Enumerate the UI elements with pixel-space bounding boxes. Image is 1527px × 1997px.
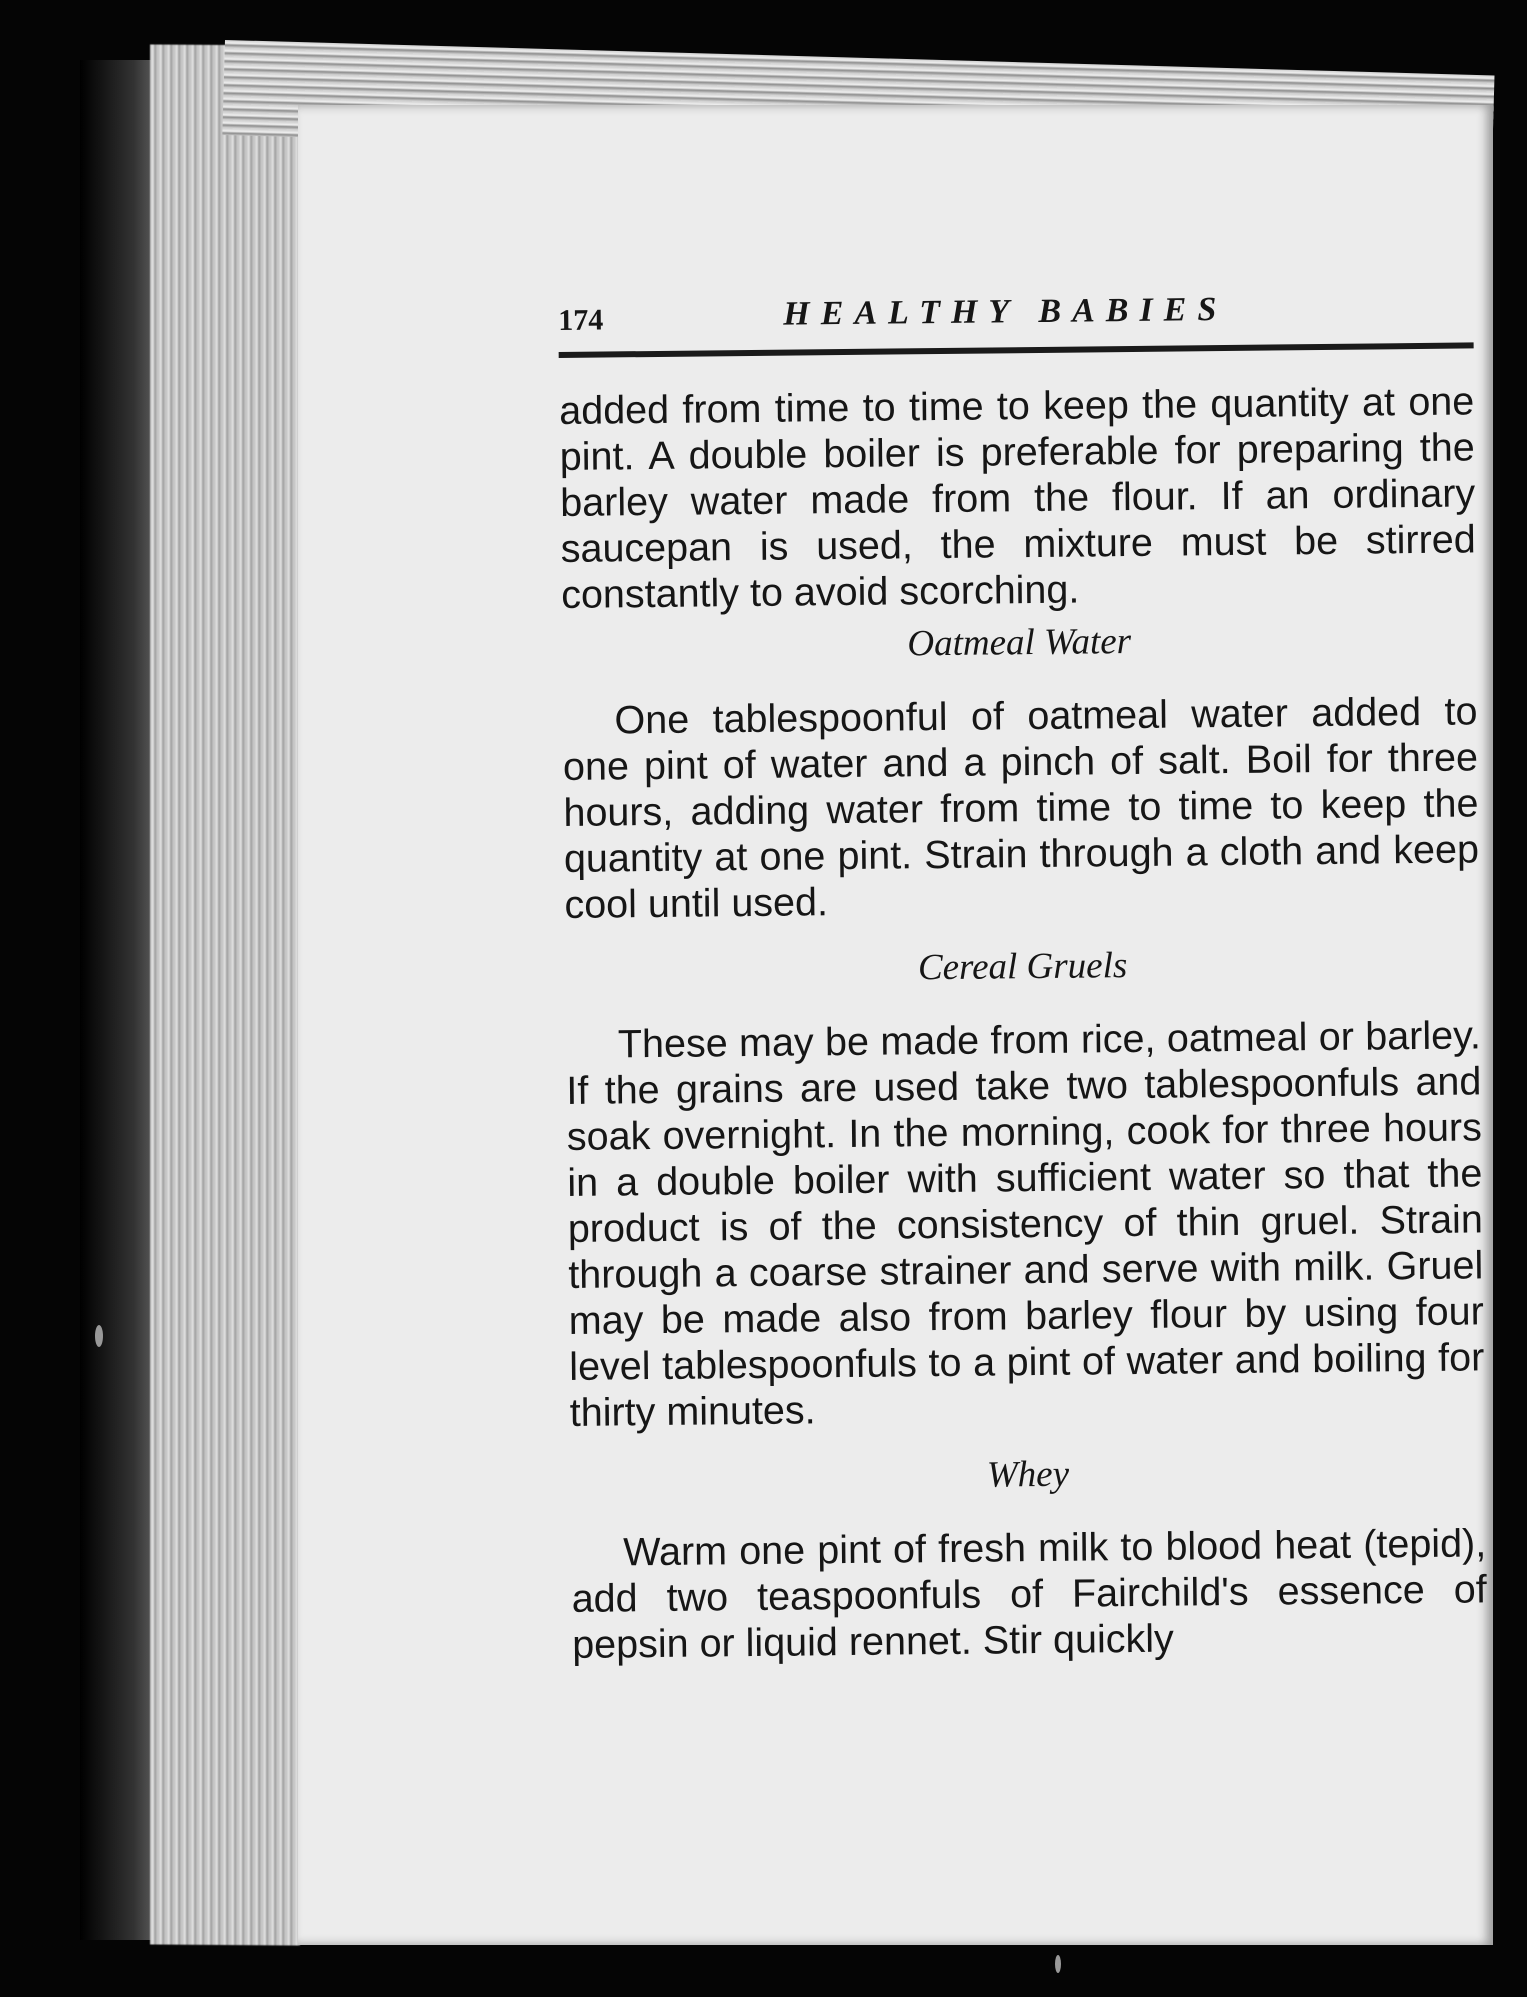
scan-speck (95, 1325, 103, 1347)
book-page (298, 105, 1493, 1945)
page-content (558, 280, 1487, 1668)
paragraph-cereal-gruels: These may be made from rice, oatmeal or barley. If the grains are used take two tablespoonfuls and soak overnight. In the morning, cook for three hours in a double boiler with sufficient water so that the product is of the consistency of thin gruel. Strain through a coarse strainer and serve with milk. Gruel may be made also from barley flour by using four level tablespoonfuls to a pint of water and boiling for thirty minutes. (566, 1013, 1485, 1435)
book-title: HEALTHY BABIES (783, 290, 1228, 333)
heading-whey: Whey (986, 1453, 1070, 1496)
paragraph-barley-water-continued: added from time to time to keep the quantity at one pint. A double boiler is preferable for preparing the barley water made from the flour. If an ordinary saucepan is used, the mixture must be stirred constantly to avoid scorching. (559, 379, 1476, 617)
page-edges-left (150, 44, 300, 1945)
page-number: 174 (558, 303, 604, 337)
scan-speck (1055, 1955, 1061, 1973)
heading-oatmeal-water: Oatmeal Water (907, 621, 1132, 665)
paragraph-oatmeal-water: One tablespoonful of oatmeal water added to one pint of water and a pinch of salt. Boil for three hours, adding water from time to time to keep the quantity at one pint. Strain through a cloth and keep cool until used. (562, 689, 1480, 927)
heading-cereal-gruels: Cereal Gruels (917, 945, 1128, 989)
paragraph-whey: Warm one pint of fresh milk to blood heat (tepid), add two teaspoonfuls of Fairchild's essence of pepsin or liquid rennet. Stir quickly (571, 1521, 1487, 1667)
running-head (558, 280, 1474, 358)
